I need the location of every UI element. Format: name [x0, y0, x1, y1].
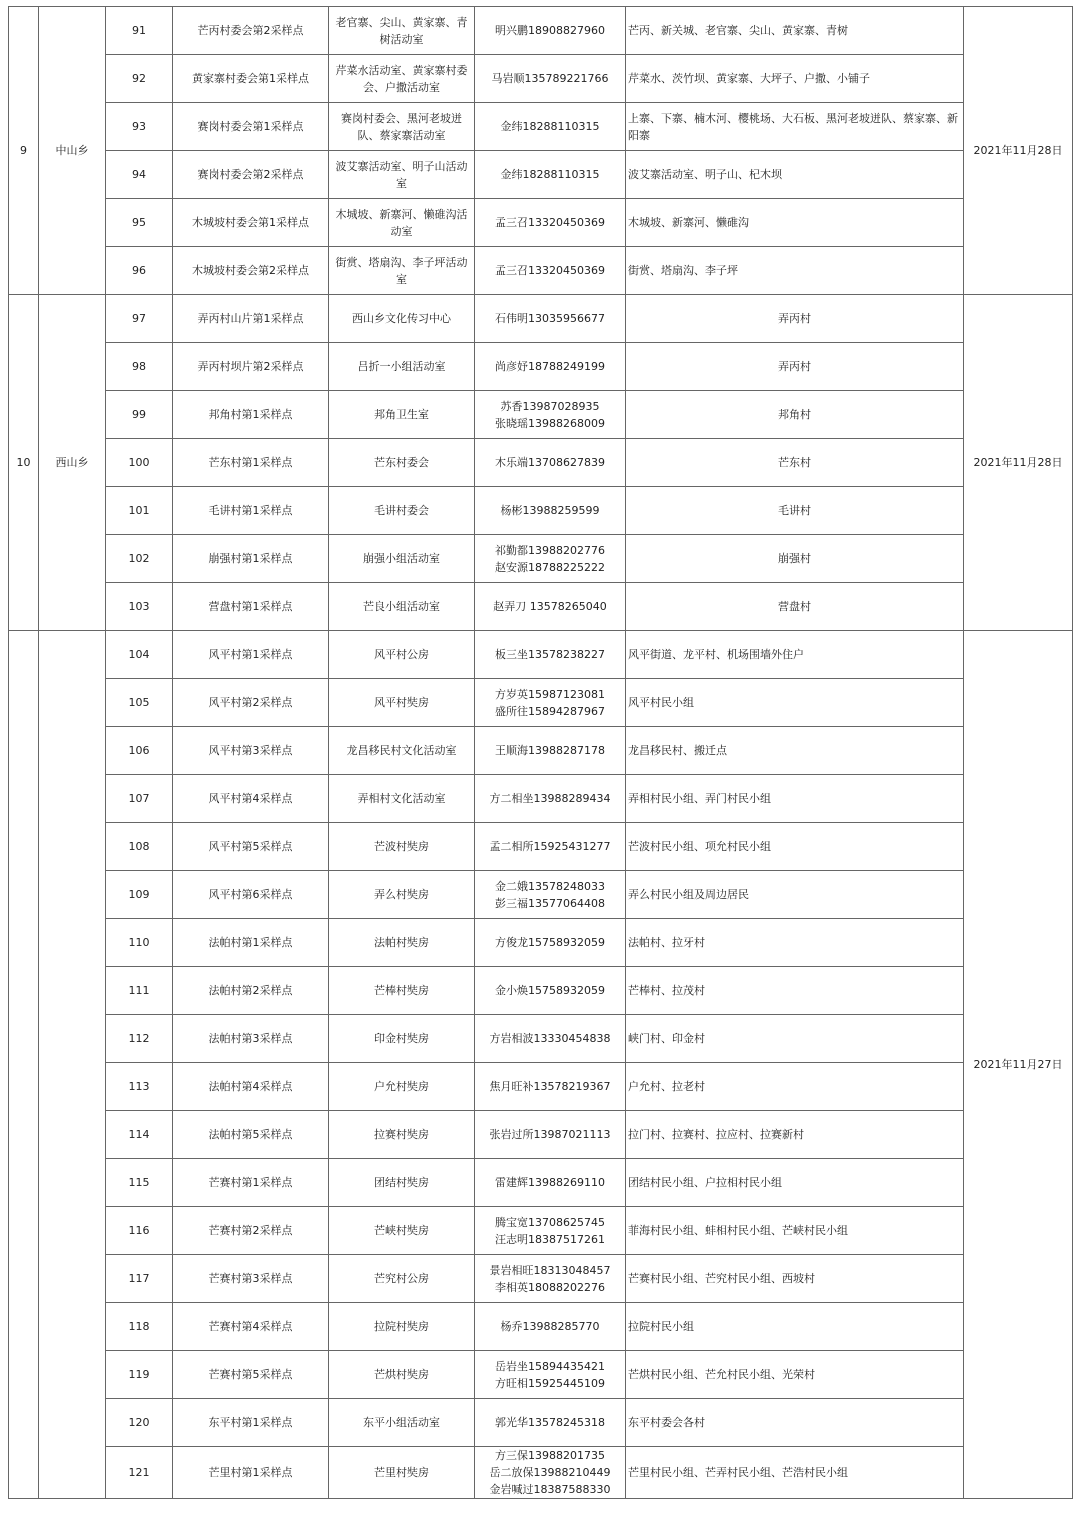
table-row — [9, 1351, 1073, 1399]
contact-person — [475, 295, 626, 343]
table-row — [9, 55, 1073, 103]
sampling-site-name: 东平村第1采样点 — [173, 1399, 329, 1447]
row-number: 121 — [106, 1447, 173, 1499]
sampling-site-name: 崩强村第1采样点 — [173, 535, 329, 583]
coverage-area: 龙昌移民村、搬迁点 — [626, 727, 964, 775]
row-number: 113 — [106, 1063, 173, 1111]
sampling-site-location: 法帕村奘房 — [329, 919, 475, 967]
sampling-site-name: 赛岗村委会第1采样点 — [173, 103, 329, 151]
row-number: 94 — [106, 151, 173, 199]
row-number: 108 — [106, 823, 173, 871]
coverage-area: 法帕村、拉牙村 — [626, 919, 964, 967]
sampling-sites-table — [8, 6, 1073, 1499]
contact-person — [475, 247, 626, 295]
sampling-site-location: 拉赛村奘房 — [329, 1111, 475, 1159]
table-row — [9, 919, 1073, 967]
sampling-site-name: 营盘村第1采样点 — [173, 583, 329, 631]
row-number: 95 — [106, 199, 173, 247]
row-number: 118 — [106, 1303, 173, 1351]
contact-person — [475, 103, 626, 151]
row-number: 105 — [106, 679, 173, 727]
sampling-site-name: 芒东村第1采样点 — [173, 439, 329, 487]
row-number: 112 — [106, 1015, 173, 1063]
table-row — [9, 391, 1073, 439]
table-row — [9, 199, 1073, 247]
sampling-site-location: 芒棒村奘房 — [329, 967, 475, 1015]
row-number: 115 — [106, 1159, 173, 1207]
contact-line: 方旺相15925445109 — [495, 1376, 605, 1390]
contact-person — [475, 55, 626, 103]
row-number: 116 — [106, 1207, 173, 1255]
table-row — [9, 103, 1073, 151]
row-number: 120 — [106, 1399, 173, 1447]
row-number: 96 — [106, 247, 173, 295]
sampling-site-name: 法帕村第1采样点 — [173, 919, 329, 967]
coverage-area: 街赏、塔扇沟、李子坪 — [626, 247, 964, 295]
contact-person — [475, 775, 626, 823]
sampling-site-name: 法帕村第4采样点 — [173, 1063, 329, 1111]
row-number: 117 — [106, 1255, 173, 1303]
row-number: 119 — [106, 1351, 173, 1399]
sampling-site-location: 户允村奘房 — [329, 1063, 475, 1111]
contact-line: 石伟明13035956677 — [495, 312, 605, 325]
contact-line: 方岩相波13330454838 — [489, 1032, 611, 1045]
coverage-area: 弄丙村 — [626, 295, 964, 343]
table-row — [9, 1303, 1073, 1351]
table-row — [9, 583, 1073, 631]
table-row — [9, 775, 1073, 823]
coverage-area: 风平村民小组 — [626, 679, 964, 727]
table-row — [9, 439, 1073, 487]
contact-person — [475, 391, 626, 439]
sampling-site-name: 芒赛村第3采样点 — [173, 1255, 329, 1303]
contact-line: 方三保13988201735 — [495, 1449, 605, 1462]
table-row — [9, 1207, 1073, 1255]
sampling-site-name: 芒赛村第1采样点 — [173, 1159, 329, 1207]
table-row — [9, 1399, 1073, 1447]
contact-line: 杨乔13988285770 — [500, 1320, 600, 1333]
table-row — [9, 871, 1073, 919]
coverage-area: 芒赛村民小组、芒究村民小组、西坡村 — [626, 1255, 964, 1303]
sampling-site-location: 芹菜水活动室、黄家寨村委会、户撒活动室 — [329, 55, 475, 103]
sampling-site-name: 弄丙村山片第1采样点 — [173, 295, 329, 343]
coverage-area: 芒波村民小组、项允村民小组 — [626, 823, 964, 871]
coverage-area: 户允村、拉老村 — [626, 1063, 964, 1111]
table-body — [9, 7, 1073, 1499]
sampling-site-location: 芒良小组活动室 — [329, 583, 475, 631]
sampling-site-name: 毛讲村第1采样点 — [173, 487, 329, 535]
contact-person — [475, 1015, 626, 1063]
contact-person — [475, 1063, 626, 1111]
group-index — [9, 631, 39, 1499]
sampling-site-location: 赛岗村委会、黑河老坡迸队、蔡家寨活动室 — [329, 103, 475, 151]
sampling-site-location: 西山乡文化传习中心 — [329, 295, 475, 343]
contact-person — [475, 7, 626, 55]
sampling-site-location: 吕折一小组活动室 — [329, 343, 475, 391]
coverage-area: 芒东村 — [626, 439, 964, 487]
contact-person — [475, 1255, 626, 1303]
sampling-site-name: 弄丙村坝片第2采样点 — [173, 343, 329, 391]
table-row — [9, 631, 1073, 679]
row-number: 97 — [106, 295, 173, 343]
coverage-area: 团结村民小组、户拉相村民小组 — [626, 1159, 964, 1207]
row-number: 109 — [106, 871, 173, 919]
sampling-site-location: 街赏、塔扇沟、李子坪活动室 — [329, 247, 475, 295]
row-number: 110 — [106, 919, 173, 967]
coverage-area: 风平街道、龙平村、机场围墙外住户 — [626, 631, 964, 679]
sampling-site-location: 风平村公房 — [329, 631, 475, 679]
contact-line: 岳岩坐15894435421 — [495, 1359, 605, 1373]
contact-person — [475, 535, 626, 583]
contact-line: 方岁英15987123081 — [495, 687, 605, 701]
contact-person — [475, 151, 626, 199]
group-date: 2021年11月28日 — [964, 295, 1073, 631]
table-row — [9, 823, 1073, 871]
group-index: 9 — [9, 7, 39, 295]
table-row — [9, 1255, 1073, 1303]
sampling-site-name: 芒赛村第2采样点 — [173, 1207, 329, 1255]
contact-person — [475, 1303, 626, 1351]
sampling-site-location: 风平村奘房 — [329, 679, 475, 727]
coverage-area: 营盘村 — [626, 583, 964, 631]
sampling-site-location: 波艾寨活动室、明子山活动室 — [329, 151, 475, 199]
contact-line: 张晓瑶13988268009 — [495, 416, 605, 430]
coverage-area: 芒烘村民小组、芒允村民小组、光荣村 — [626, 1351, 964, 1399]
contact-person — [475, 583, 626, 631]
sampling-site-name: 黄家寨村委会第1采样点 — [173, 55, 329, 103]
contact-line: 张岩过所13987021113 — [489, 1128, 611, 1141]
contact-line: 板三坐13578238227 — [495, 648, 605, 661]
sampling-site-location: 毛讲村委会 — [329, 487, 475, 535]
sampling-site-name: 风平村第4采样点 — [173, 775, 329, 823]
coverage-area: 邦角村 — [626, 391, 964, 439]
sampling-site-name: 邦角村第1采样点 — [173, 391, 329, 439]
contact-line: 尚彦妤18788249199 — [495, 360, 605, 373]
row-number: 93 — [106, 103, 173, 151]
coverage-area: 拉门村、拉赛村、拉应村、拉赛新村 — [626, 1111, 964, 1159]
row-number: 111 — [106, 967, 173, 1015]
contact-person — [475, 1159, 626, 1207]
sampling-site-name: 风平村第1采样点 — [173, 631, 329, 679]
contact-line: 孟二相所15925431277 — [489, 840, 611, 853]
group-date: 2021年11月27日 — [964, 631, 1073, 1499]
row-number: 104 — [106, 631, 173, 679]
sampling-site-name: 风平村第6采样点 — [173, 871, 329, 919]
row-number: 100 — [106, 439, 173, 487]
contact-person — [475, 1351, 626, 1399]
contact-line: 雷建辉13988269110 — [495, 1176, 605, 1189]
table-row — [9, 967, 1073, 1015]
contact-person — [475, 487, 626, 535]
sampling-site-location: 芒峡村奘房 — [329, 1207, 475, 1255]
contact-line: 金纬18288110315 — [500, 120, 600, 133]
table-row — [9, 1111, 1073, 1159]
contact-line: 金小焕15758932059 — [495, 984, 605, 997]
contact-person — [475, 199, 626, 247]
sampling-site-name: 芒里村第1采样点 — [173, 1447, 329, 1499]
sampling-site-name: 法帕村第2采样点 — [173, 967, 329, 1015]
row-number: 98 — [106, 343, 173, 391]
sampling-site-name: 芒赛村第5采样点 — [173, 1351, 329, 1399]
sampling-site-location: 芒里村奘房 — [329, 1447, 475, 1499]
sampling-sites-table-sheet — [8, 6, 1072, 1499]
contact-line: 孟三召13320450369 — [495, 264, 605, 277]
contact-person — [475, 967, 626, 1015]
contact-line: 方俊龙15758932059 — [495, 936, 605, 949]
contact-person — [475, 919, 626, 967]
coverage-area: 崩强村 — [626, 535, 964, 583]
coverage-area: 芹菜水、茨竹坝、黄家寨、大坪子、户撒、小铺子 — [626, 55, 964, 103]
sampling-site-location: 邦角卫生室 — [329, 391, 475, 439]
coverage-area: 峡门村、印金村 — [626, 1015, 964, 1063]
table-row — [9, 1159, 1073, 1207]
sampling-site-location: 芒究村公房 — [329, 1255, 475, 1303]
coverage-area: 芒棒村、拉茂村 — [626, 967, 964, 1015]
sampling-site-name: 木城坡村委会第1采样点 — [173, 199, 329, 247]
group-township: 西山乡 — [39, 295, 106, 631]
sampling-site-location: 团结村奘房 — [329, 1159, 475, 1207]
row-number: 107 — [106, 775, 173, 823]
contact-person — [475, 1447, 626, 1499]
table-row — [9, 679, 1073, 727]
sampling-site-location: 老官寨、尖山、黄家寨、青树活动室 — [329, 7, 475, 55]
contact-person — [475, 1207, 626, 1255]
table-row — [9, 343, 1073, 391]
row-number: 92 — [106, 55, 173, 103]
group-date: 2021年11月28日 — [964, 7, 1073, 295]
contact-line: 方二相坐13988289434 — [489, 792, 611, 805]
contact-line: 祁勤都13988202776 — [495, 543, 605, 557]
contact-line: 金纬18288110315 — [500, 168, 600, 181]
table-row — [9, 535, 1073, 583]
contact-line: 金二娥13578248033 — [495, 879, 605, 893]
contact-person — [475, 1111, 626, 1159]
sampling-site-name: 风平村第3采样点 — [173, 727, 329, 775]
contact-line: 岳二放保13988210449 — [489, 1466, 611, 1479]
coverage-area: 上寨、下寨、楠木河、樱桃场、大石板、黑河老坡迸队、蔡家寨、新阳寨 — [626, 103, 964, 151]
contact-line: 王顺海13988287178 — [495, 744, 605, 757]
sampling-site-location: 印金村奘房 — [329, 1015, 475, 1063]
contact-person — [475, 439, 626, 487]
table-row — [9, 247, 1073, 295]
sampling-site-location: 弄相村文化活动室 — [329, 775, 475, 823]
coverage-area: 毛讲村 — [626, 487, 964, 535]
coverage-area: 芒丙、新关城、老官寨、尖山、黄家寨、青树 — [626, 7, 964, 55]
sampling-site-location: 木城坡、新寨河、懒碓沟活动室 — [329, 199, 475, 247]
coverage-area: 弄么村民小组及周边居民 — [626, 871, 964, 919]
contact-person — [475, 1399, 626, 1447]
coverage-area: 波艾寨活动室、明子山、杞木坝 — [626, 151, 964, 199]
table-row — [9, 151, 1073, 199]
group-township: 中山乡 — [39, 7, 106, 295]
sampling-site-location: 东平小组活动室 — [329, 1399, 475, 1447]
sampling-site-location: 弄么村奘房 — [329, 871, 475, 919]
row-number: 114 — [106, 1111, 173, 1159]
contact-person — [475, 631, 626, 679]
contact-person — [475, 871, 626, 919]
coverage-area: 东平村委会各村 — [626, 1399, 964, 1447]
coverage-area: 菲海村民小组、蚌相村民小组、芒峡村民小组 — [626, 1207, 964, 1255]
row-number: 106 — [106, 727, 173, 775]
row-number: 102 — [106, 535, 173, 583]
sampling-site-name: 法帕村第3采样点 — [173, 1015, 329, 1063]
contact-person — [475, 679, 626, 727]
sampling-site-location: 芒东村委会 — [329, 439, 475, 487]
coverage-area: 弄相村民小组、弄门村民小组 — [626, 775, 964, 823]
contact-line: 金岩喊过18387588330 — [489, 1483, 611, 1496]
contact-person — [475, 727, 626, 775]
sampling-site-location: 芒烘村奘房 — [329, 1351, 475, 1399]
table-row — [9, 727, 1073, 775]
sampling-site-name: 芒赛村第4采样点 — [173, 1303, 329, 1351]
table-row — [9, 487, 1073, 535]
contact-person — [475, 343, 626, 391]
table-row — [9, 1447, 1073, 1499]
contact-line: 赵安源18788225222 — [495, 560, 605, 574]
contact-line: 明兴鹏18908827960 — [495, 24, 605, 37]
contact-line: 木乐端13708627839 — [495, 456, 605, 469]
coverage-area: 芒里村民小组、芒弄村民小组、芒浩村民小组 — [626, 1447, 964, 1499]
sampling-site-name: 芒丙村委会第2采样点 — [173, 7, 329, 55]
sampling-site-location: 崩强小组活动室 — [329, 535, 475, 583]
contact-line: 孟三召13320450369 — [495, 216, 605, 229]
sampling-site-name: 木城坡村委会第2采样点 — [173, 247, 329, 295]
sampling-site-name: 法帕村第5采样点 — [173, 1111, 329, 1159]
sampling-site-name: 风平村第2采样点 — [173, 679, 329, 727]
row-number: 101 — [106, 487, 173, 535]
sampling-site-name: 风平村第5采样点 — [173, 823, 329, 871]
row-number: 103 — [106, 583, 173, 631]
contact-line: 马岩顺13578922176​6 — [491, 72, 609, 85]
coverage-area: 弄丙村 — [626, 343, 964, 391]
table-row — [9, 7, 1073, 55]
contact-line: 焦月旺补13578219367 — [489, 1080, 611, 1093]
group-index: 10 — [9, 295, 39, 631]
table-row — [9, 1063, 1073, 1111]
contact-line: 郭光华13578245318 — [495, 1416, 605, 1429]
sampling-site-location: 拉院村奘房 — [329, 1303, 475, 1351]
table-row — [9, 1015, 1073, 1063]
contact-line: 盛所往15894287967 — [495, 704, 605, 718]
row-number: 91 — [106, 7, 173, 55]
sampling-site-name: 赛岗村委会第2采样点 — [173, 151, 329, 199]
contact-line: 杨彬13988259599 — [500, 504, 600, 517]
coverage-area: 拉院村民小组 — [626, 1303, 964, 1351]
row-number: 99 — [106, 391, 173, 439]
contact-line: 汪志明18387517261 — [495, 1232, 605, 1246]
coverage-area: 木城坡、新寨河、懒碓沟 — [626, 199, 964, 247]
contact-line: 腾宝宽13708625745 — [495, 1215, 605, 1229]
contact-line: 李相英18088202276 — [495, 1280, 605, 1294]
sampling-site-location: 芒波村奘房 — [329, 823, 475, 871]
contact-line: 赵弄刀 13578265040 — [493, 600, 607, 613]
sampling-site-location: 龙昌移民村文化活动室 — [329, 727, 475, 775]
contact-line: 景岩相旺18313048457 — [489, 1263, 611, 1277]
table-row — [9, 295, 1073, 343]
contact-line: 彭三福13577064408 — [495, 896, 605, 910]
group-township — [39, 631, 106, 1499]
contact-person — [475, 823, 626, 871]
contact-line: 苏香13987028935 — [500, 399, 600, 413]
